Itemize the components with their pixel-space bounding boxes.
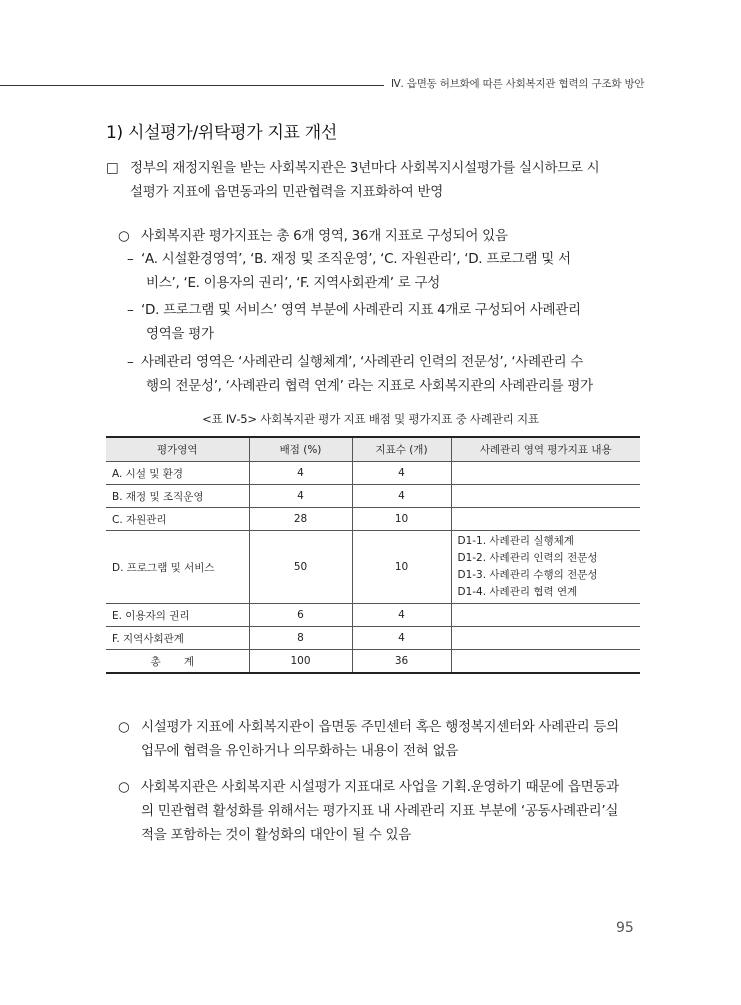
table-row xyxy=(106,462,640,485)
table-total-row xyxy=(106,650,640,674)
circle-bullet-icon: ○ xyxy=(118,779,130,795)
count-cell: 10 xyxy=(352,508,451,531)
bullet-line: 설평가 지표에 읍면동과의 민관협력을 지표화하여 반영 xyxy=(130,184,443,200)
circle-bullet-icon: ○ xyxy=(118,228,130,244)
total-score-cell: 100 xyxy=(249,650,352,674)
count-cell: 10 xyxy=(352,531,451,604)
dash-line: ‘D. 프로그램 및 서비스’ 영역 부분에 사례관리 지표 4개로 구성되어 사례관리 xyxy=(141,302,581,318)
detail-cell xyxy=(451,508,640,531)
total-count-cell: 36 xyxy=(352,650,451,674)
count-cell: 4 xyxy=(352,462,451,485)
dash-line: 영역을 평가 xyxy=(146,326,214,342)
dash-item-program-area xyxy=(127,298,639,346)
dash-bullet-icon: – xyxy=(127,302,134,318)
bullet-joint-case-management xyxy=(118,775,638,847)
square-bullet-icon: □ xyxy=(106,160,119,176)
column-header: 평가영역 xyxy=(106,437,249,462)
detail-cell xyxy=(451,604,640,627)
table-row xyxy=(106,485,640,508)
bullet-finance-support xyxy=(106,156,640,204)
bullet-line: 적을 포함하는 것이 활성화의 대안이 될 수 있음 xyxy=(141,827,412,843)
area-cell: F. 지역사회관계 xyxy=(106,627,249,650)
score-cell: 6 xyxy=(249,604,352,627)
column-header: 사례관리 영역 평가지표 내용 xyxy=(451,437,640,462)
dash-line: 비스’, ‘E. 이용자의 권리’, ‘F. 지역사회관계’ 로 구성 xyxy=(146,275,440,291)
table-row xyxy=(106,508,640,531)
score-cell: 50 xyxy=(249,531,352,604)
dash-item-case-management xyxy=(127,350,639,398)
dash-line: ‘A. 시설환경영역’, ‘B. 재정 및 조직운영’, ‘C. 자원관리’, ‘D. 프로그램 및 서 xyxy=(141,251,571,267)
count-cell: 4 xyxy=(352,627,451,650)
table-row xyxy=(106,627,640,650)
table-row xyxy=(106,531,640,604)
area-cell: E. 이용자의 권리 xyxy=(106,604,249,627)
header-rule xyxy=(0,85,384,86)
area-cell: B. 재정 및 조직운영 xyxy=(106,485,249,508)
table-row xyxy=(106,604,640,627)
detail-item: D1-4. 사례관리 협력 연계 xyxy=(457,586,578,598)
bullet-line: 업무에 협력을 유인하거나 의무화하는 내용이 전혀 없음 xyxy=(141,743,458,759)
dash-line: 사례관리 영역은 ‘사례관리 실행체계’, ‘사례관리 인력의 전문성’, ‘사례관리 수 xyxy=(141,354,584,370)
count-cell: 4 xyxy=(352,604,451,627)
bullet-line: 사회복지관은 사회복지관 시설평가 지표대로 사업을 기획.운영하기 때문에 읍면동과 xyxy=(141,779,619,795)
running-header: Ⅳ. 읍면동 허브화에 따른 사회복지관 협력의 구조화 방안 xyxy=(391,78,645,90)
evaluation-table xyxy=(106,436,640,674)
score-cell: 28 xyxy=(249,508,352,531)
table-caption: <표 Ⅳ-5> 사회복지관 평가 지표 배점 및 평가지표 중 사례관리 지표 xyxy=(202,412,539,426)
score-cell: 4 xyxy=(249,485,352,508)
area-cell: D. 프로그램 및 서비스 xyxy=(106,531,249,604)
detail-cell xyxy=(451,462,640,485)
dash-bullet-icon: – xyxy=(127,251,134,267)
detail-item: D1-2. 사례관리 인력의 전문성 xyxy=(457,552,598,564)
column-header: 배점 (%) xyxy=(249,437,352,462)
detail-cell xyxy=(451,485,640,508)
detail-cell xyxy=(451,650,640,674)
bullet-evaluation-overview xyxy=(118,224,638,248)
section-title: 1) 시설평가/위탁평가 지표 개선 xyxy=(106,123,338,143)
bullet-line: 사회복지관 평가지표는 총 6개 영역, 36개 지표로 구성되어 있음 xyxy=(141,228,508,244)
table-header-row xyxy=(106,437,640,462)
circle-bullet-icon: ○ xyxy=(118,719,130,735)
dash-line: 행의 전문성’, ‘사례관리 협력 연계’ 라는 지표로 사회복지관의 사례관리를 평가 xyxy=(146,378,593,394)
column-header: 지표수 (개) xyxy=(352,437,451,462)
area-cell: C. 자원관리 xyxy=(106,508,249,531)
detail-cell xyxy=(451,531,640,604)
detail-cell xyxy=(451,627,640,650)
bullet-no-cooperation xyxy=(118,715,638,763)
total-label-cell: 총 계 xyxy=(106,650,249,674)
bullet-line: 의 민관협력 활성화를 위해서는 평가지표 내 사례관리 지표 부분에 ‘공동사례관리’실 xyxy=(141,803,619,819)
bullet-line: 정부의 재정지원을 받는 사회복지관은 3년마다 사회복지시설평가를 실시하므로 시 xyxy=(130,160,600,176)
page-number: 95 xyxy=(616,920,634,936)
detail-item: D1-3. 사례관리 수행의 전문성 xyxy=(457,569,598,581)
dash-bullet-icon: – xyxy=(127,354,134,370)
score-cell: 8 xyxy=(249,627,352,650)
count-cell: 4 xyxy=(352,485,451,508)
bullet-line: 시설평가 지표에 사회복지관이 읍면동 주민센터 혹은 행정복지센터와 사례관리 등의 xyxy=(141,719,619,735)
detail-item: D1-1. 사례관리 실행체계 xyxy=(457,535,574,547)
dash-item-areas xyxy=(127,247,639,295)
area-cell: A. 시설 및 환경 xyxy=(106,462,249,485)
score-cell: 4 xyxy=(249,462,352,485)
